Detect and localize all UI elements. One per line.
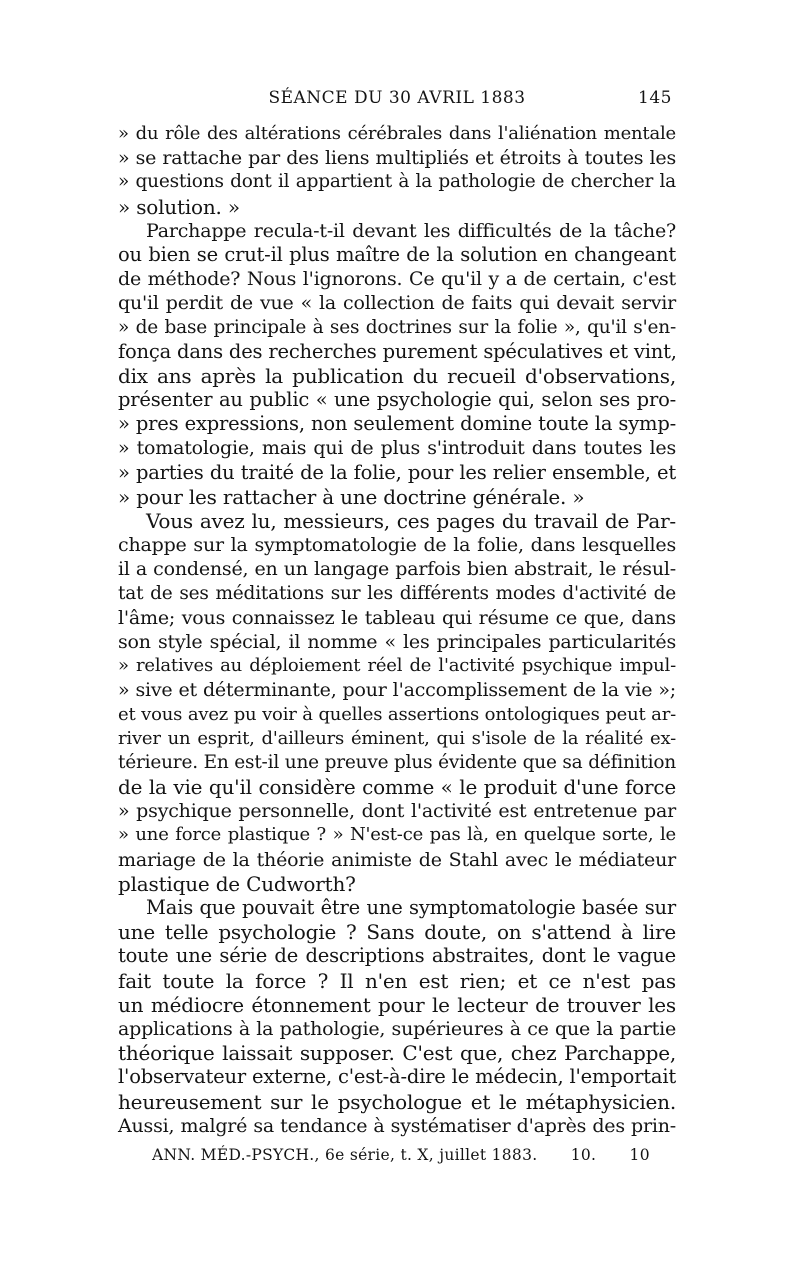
text-line: » psychique personnelle, dont l'activité est entretenue par xyxy=(118,800,676,823)
text-line: toute une série de descriptions abstraites, dont le vague xyxy=(118,944,676,968)
signature-mark-secondary: 10 xyxy=(629,1146,650,1164)
running-header xyxy=(118,88,676,116)
text-line: » tomatologie, mais qui de plus s'introduit dans toutes les xyxy=(118,437,676,460)
text-line: plastique de Cudworth? xyxy=(118,871,356,896)
text-line: de la vie qu'il considère comme « le produit d'une force xyxy=(118,775,676,800)
text-line: térieure. En est-il une preuve plus évidente que sa définition xyxy=(118,751,676,773)
text-line: river un esprit, d'ailleurs éminent, qui s'isole de la réalité ex- xyxy=(118,727,676,749)
text-line: de méthode? Nous l'ignorons. Ce qu'il y a de certain, c'est xyxy=(118,268,676,291)
text-line: Mais que pouvait être une symptomatologie basée sur xyxy=(146,896,676,919)
journal-reference: ANN. MÉD.-PSYCH., 6e série, t. X, juillet 1883. xyxy=(152,1146,538,1164)
text-line: applications à la pathologie, supérieures à ce que la partie xyxy=(118,1017,676,1040)
text-line: fait toute la force ? Il n'en est rien; et ce n'est pas xyxy=(118,968,676,993)
text-line: » du rôle des altérations cérébrales dans l'aliénation mentale xyxy=(118,123,676,144)
text-line: une telle psychologie ? Sans doute, on s'attend à lire xyxy=(118,920,676,945)
text-line: mariage de la théorie animiste de Stahl avec le médiateur xyxy=(118,848,676,871)
text-line: Aussi, malgré sa tendance à systématiser d'après des prin- xyxy=(118,1114,676,1137)
body-text xyxy=(118,122,676,1138)
text-line: » solution. » xyxy=(118,194,240,219)
text-line: chappe sur la symptomatologie de la folie, dans lesquelles xyxy=(118,534,676,557)
running-title: SÉANCE DU 30 AVRIL 1883 xyxy=(268,88,526,108)
footer-signature-line xyxy=(152,1146,650,1164)
text-line: un médiocre étonnement pour le lecteur de trouver les xyxy=(118,992,676,1017)
text-line: et vous avez pu voir à quelles assertions ontologiques peut ar- xyxy=(118,703,676,725)
text-line: l'âme; vous connaissez le tableau qui résume ce que, dans xyxy=(118,606,676,629)
text-line: » questions dont il appartient à la pathologie de chercher la xyxy=(118,171,676,193)
text-line: il a condensé, en un langage parfois bien abstrait, le résul- xyxy=(118,558,676,581)
text-line: » sive et déterminante, pour l'accomplissement de la vie »; xyxy=(118,679,676,702)
text-line: présenter au public « une psychologie qui, selon ses pro- xyxy=(118,388,676,412)
text-line: » pour les rattacher à une doctrine générale. » xyxy=(118,484,585,509)
text-line: heureusement sur le psychologue et le métaphysicien. xyxy=(118,1089,676,1114)
text-line: Vous avez lu, messieurs, ces pages du travail de Par- xyxy=(146,509,676,533)
page-number: 145 xyxy=(638,88,672,108)
text-line: » relatives au déploiement réel de l'activité psychique impul- xyxy=(118,655,676,677)
text-line: théorique laissait supposer. C'est que, chez Parchappe, xyxy=(118,1041,676,1066)
text-line: qu'il perdit de vue « la collection de faits qui devait servir xyxy=(118,292,676,315)
book-page xyxy=(118,88,676,1138)
text-line: Parchappe recula-t-il devant les difficultés de la tâche? xyxy=(146,219,676,242)
text-line: l'observateur externe, c'est-à-dire le médecin, l'emportait xyxy=(118,1065,676,1089)
text-line: » de base principale à ses doctrines sur la folie », qu'il s'en- xyxy=(118,316,676,338)
text-line: » une force plastique ? » N'est-ce pas là, en quelque sorte, le xyxy=(118,824,676,846)
text-line: » pres expressions, non seulement domine toute la symp- xyxy=(118,412,676,436)
signature-mark: 10. xyxy=(570,1146,597,1164)
text-line: son style spécial, il nomme « les principales particularités xyxy=(118,630,676,653)
text-line: fonça dans des recherches purement spéculatives et vint, xyxy=(118,339,677,363)
text-line: ou bien se crut-il plus maître de la solution en changeant xyxy=(118,242,676,266)
text-line: tat de ses méditations sur les différents modes d'activité de xyxy=(118,582,676,604)
text-line: » se rattache par des liens multipliés et étroits à toutes les xyxy=(118,147,676,170)
text-line: » parties du traité de la folie, pour les relier ensemble, et xyxy=(118,460,676,484)
text-line: dix ans après la publication du recueil d'observations, xyxy=(118,363,676,388)
